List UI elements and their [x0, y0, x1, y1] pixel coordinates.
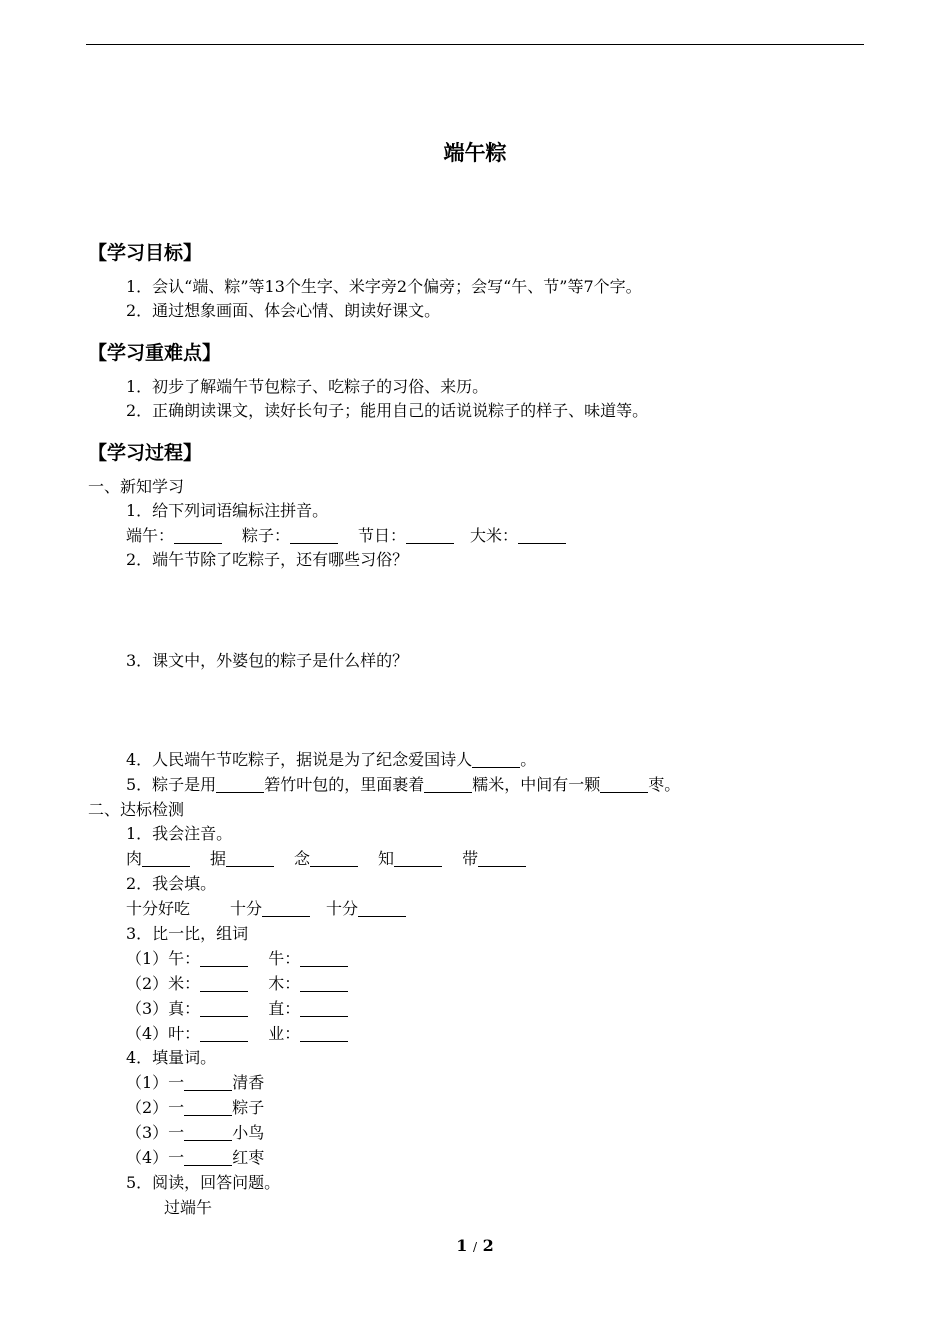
answer-blank[interactable]	[184, 1149, 232, 1166]
answer-blank[interactable]	[310, 850, 358, 867]
header-rule	[86, 44, 864, 45]
fill-row: 十分好吃 十分 十分	[126, 898, 406, 920]
char-label: 据	[210, 849, 227, 868]
answer-blank[interactable]	[472, 751, 520, 768]
measure-row: （2）一 粽子	[126, 1098, 265, 1117]
compare-row: （1）午： 牛：	[126, 948, 348, 970]
phonetic-row	[126, 848, 526, 870]
answer-blank[interactable]	[226, 850, 274, 867]
question: 1．给下列词语编标注拼音。	[126, 501, 329, 520]
focus-item: 2．正确朗读课文，读好长句子；能用自己的话说说粽子的样子、味道等。	[126, 401, 649, 420]
section-heading-process: 【学习过程】	[88, 442, 203, 464]
answer-blank[interactable]	[358, 900, 406, 917]
word-label: 节日：	[358, 526, 407, 545]
page-number: 1 / 2	[456, 1236, 494, 1255]
char-label: 知	[378, 849, 395, 868]
compare-row: （4）叶： 业：	[126, 1023, 348, 1045]
answer-blank[interactable]	[406, 527, 454, 544]
word-label: 粽子：	[242, 526, 291, 545]
goal-item: 2．通过想象画面、体会心情、朗读好课文。	[126, 301, 441, 320]
measure-row: （4）一 红枣	[126, 1148, 265, 1167]
answer-blank[interactable]	[300, 1025, 348, 1042]
pinyin-row	[126, 525, 566, 547]
answer-blank[interactable]	[518, 527, 566, 544]
answer-blank[interactable]	[300, 1000, 348, 1017]
compare-row: （2）米： 木：	[126, 973, 348, 995]
word-label: 端午：	[126, 526, 175, 545]
answer-blank[interactable]	[478, 850, 526, 867]
question: 3．课文中，外婆包的粽子是什么样的？	[126, 651, 409, 670]
answer-blank[interactable]	[300, 975, 348, 992]
answer-blank[interactable]	[300, 950, 348, 967]
measure-row: （1）一 清香	[126, 1073, 265, 1092]
answer-blank[interactable]	[142, 850, 190, 867]
answer-blank[interactable]	[216, 776, 264, 793]
question: 2．端午节除了吃粽子，还有哪些习俗？	[126, 550, 409, 569]
goal-item: 1．会认“端、粽”等13个生字、米字旁2个偏旁；会写“午、节”等7个字。	[126, 277, 642, 296]
char-label: 带	[462, 849, 479, 868]
answer-blank[interactable]	[200, 975, 248, 992]
answer-blank[interactable]	[290, 527, 338, 544]
question: 2．我会填。	[126, 874, 217, 893]
answer-blank[interactable]	[424, 776, 472, 793]
answer-blank[interactable]	[184, 1124, 232, 1141]
part-heading: 二、达标检测	[88, 800, 185, 819]
focus-item: 1．初步了解端午节包粽子、吃粽子的习俗、来历。	[126, 377, 489, 396]
question: 4．填量词。	[126, 1048, 217, 1067]
answer-blank[interactable]	[600, 776, 648, 793]
answer-blank[interactable]	[262, 900, 310, 917]
section-heading-goals: 【学习目标】	[88, 242, 203, 264]
answer-blank[interactable]	[200, 950, 248, 967]
question: 5．粽子是用 箬竹叶包的，里面裹着 糯米，中间有一颗 枣。	[126, 775, 681, 794]
answer-blank[interactable]	[174, 527, 222, 544]
answer-blank[interactable]	[184, 1099, 232, 1116]
question: 1．我会注音。	[126, 824, 233, 843]
char-label: 念	[294, 849, 311, 868]
answer-blank[interactable]	[200, 1025, 248, 1042]
char-label: 肉	[126, 849, 143, 868]
reading-title: 过端午	[164, 1198, 213, 1217]
question: 4．人民端午节吃粽子，据说是为了纪念爱国诗人 。	[126, 750, 537, 769]
answer-blank[interactable]	[200, 1000, 248, 1017]
question: 3．比一比，组词	[126, 924, 249, 943]
measure-row: （3）一 小鸟	[126, 1123, 265, 1142]
answer-blank[interactable]	[184, 1074, 232, 1091]
answer-blank[interactable]	[394, 850, 442, 867]
page-title: 端午粽	[443, 140, 507, 165]
question: 5．阅读，回答问题。	[126, 1173, 281, 1192]
part-heading: 一、新知学习	[88, 477, 185, 496]
compare-row: （3）真： 直：	[126, 998, 348, 1020]
section-heading-focus: 【学习重难点】	[88, 342, 222, 364]
word-label: 大米：	[470, 526, 519, 545]
